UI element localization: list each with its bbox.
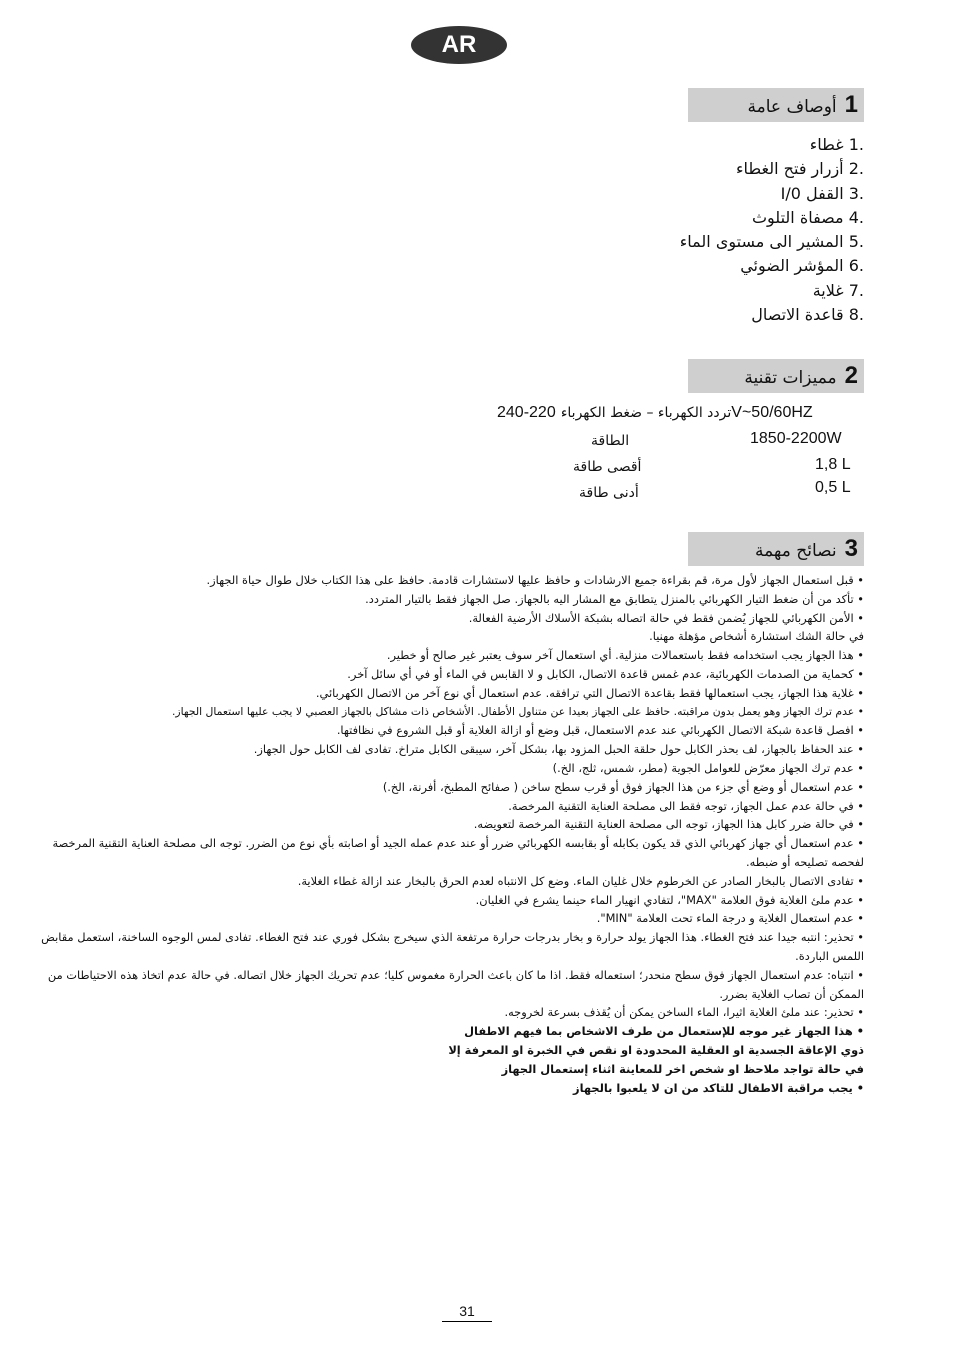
spec-min-value-wrap [815,477,851,497]
spec-max-value-wrap [815,454,851,474]
tip-item: • في حالة ضرر كابل هذا الجهاز، توجه الى مصلحة العناية التقنية المرخصة لتعويضه. [473,817,864,832]
parts-list-item: .2 أزرار فتح الغطاء [736,159,864,179]
tip-item: • عدم ترك الجهاز معرّض للعوامل الجوية (مطر، شمس، ثلج، الخ.) [552,760,864,775]
tip-item-children-warning: • هذا الجهاز غير موجه للإستعمال من طرف الاشخاص بما فيهم الاطفال ذوي الإعاقة الجسدية او العقلية المحدودة او نقص في الخبرة او المعرفة إلا في حالة تواجد ملاحظ او شخص اخر للمعاينة اثناء إستعمال الجهاز [448,1024,864,1076]
tip-item: • كحماية من الصدمات الكهربائية، عدم غمس قاعدة الاتصال، الكابل و لا القابس في الماء أو في أي سائل آخر. [347,666,864,681]
tip-item: • افصل قاعدة شبكة الاتصال الكهربائي عند عدم الاستعمال، قبل وضع أو ازالة الغلاية أو قبل الشروع في نظافتها. [336,723,864,738]
tip-item-supervise-children: • يجب مراقبة الاطفال للتاكد من ان لا يلعبوا بالجهاز [573,1080,864,1095]
section-title: أوصاف عامة [747,97,837,117]
parts-list-item: .6 المؤشر الضوئي [740,256,864,276]
tip-item: • عدم ملئ الغلاية فوق العلامة "MAX"، لتفادي انهيار الماء حينما يشرع في الغليان. [475,892,864,907]
tip-item: • تحذير: عند ملئ الغلاية اثيرا، الماء الساخن يمكن أن يُقذف بسرعة لخروجه. [504,1005,864,1020]
spec-min-row [579,482,639,501]
parts-list-item: .1 غطاء [809,135,864,154]
spec-max-row [573,456,641,475]
spec-voltage-value: 220-240V~50/60HZ [497,404,813,421]
tip-item: • هذا الجهاز يجب استخدامه فقط باستعمالات منزلية. أي استعمال آخر سوف يعتبر غير صالح أو خطير. [386,648,864,663]
section-number: 2 [844,362,858,389]
spec-max-value: 1,8 L [815,456,851,473]
spec-min-label: أدنى طاقة [579,485,639,501]
tip-item: • عدم استعمال أي جهاز كهربائي الذي قد يكون بكابله أو بقابسه الكهربائي ضرر أو عند عدم عمله الجيد أو اصابته بأي نوع من الضرر. توجه الى مصلحة العناية التقنية المرخصة لفحصه تصليحه أو ضبطه. [52,836,864,869]
spec-power-label: الطاقة [591,433,630,449]
spec-max-label: أقصى طاقة [573,459,642,475]
tip-item: • تحذير: انتبه جيدا عند فتح الغطاء. هذا الجهاز يولد حرارة و بخار بدرجات حرارة مرتفعة الذي سيخرج بشكل فوري عند فتح الغطاء. تفادى لمس الوجوه الساخنة، استعمل مقابض اللمس الباردة. [41,930,864,963]
tip-item: • في حالة عدم عمل الجهاز، توجه فقط الى مصلحة العناية التقنية المرخصة. [508,798,864,813]
tip-item: • غلاية هذا الجهاز، يجب استعمالها فقط بقاعدة الاتصال التي ترافقه. عدم استعمال أي نوع آخر من الاتصال الكهربائي. [315,685,864,700]
parts-list [680,133,864,327]
tip-item: • عدم استعمال أو وضع أي جزء من هذا الجهاز فوق أو قرب سطح ساخن ( صفائح المطبخ، أفرنة، الخ.) [382,779,864,794]
spec-voltage-label: تردد الكهرباء – ضغط الكهرباء [560,405,732,421]
tip-item: في حالة الشك استشارة أشخاص مؤهلة مهنيا. [649,629,864,644]
spec-voltage-row [497,402,813,422]
spec-power-value: 1850-2200W [750,430,842,447]
section-title: نصائح مهمة [754,541,837,561]
parts-list-item: .4 مصفاة التلوث [751,207,864,227]
tip-item: • تفادى الاتصال بالبخار الصادر عن الخرطوم خلال غليان الماء. وضع كل الانتباه لعدم الحرق بالبخار عند ازالة غطاء الغلاية. [297,873,864,888]
spec-power-row [591,430,629,449]
tip-item: • تأكد من أن ضغط التيار الكهربائي بالمنزل يتطابق مع المشار اليه بالجهاز. صل الجهاز فقط بالتيار المتردد. [365,591,864,606]
section-number: 3 [844,535,858,562]
section-header-important-advice [688,532,864,566]
tip-item: • عدم ترك الجهاز وهو يعمل بدون مراقبته. حافظ على الجهاز بعيدا عن متناول الأطفال. الأشخاص ذات مشاكل بالجهاز العصبي لا يجب عليها استعمال الجهاز. [171,704,864,718]
language-badge: AR [411,26,507,64]
parts-list-item: .3 القفل 0/I [780,183,864,203]
page-number: 31 [442,1303,492,1322]
parts-list-item: .5 المشير الى مستوى الماء [679,232,864,252]
tip-item: • الأمن الكهربائي للجهاز يُضمن فقط في حالة اتصاله بشبكة الأسلاك الأرضية الفعالة. [468,610,864,625]
section-header-general-description [688,88,864,122]
safety-tips-list [20,571,864,1097]
parts-list-item: .7 غلاية [812,280,864,300]
tip-item: • انتباه: عدم استعمال الجهاز فوق سطح منحدر؛ استعماله فقط. اذا ما كان باعث الحرارة مغموس كليا؛ عدم تحريك الجهاز خلال اتصاله. في حالة عدم اتخاذ هذه الاحتياطات من الممكن أن تصاب الغلاية بضرر. [47,967,864,1001]
parts-list-item: .8 قاعدة الاتصال [751,305,864,325]
tip-item: • عند الحفاظ بالجهاز، لف بحذر الكابل حول حلقة الحبل المزود بها، بشكل آخر، سيبقى الكابل متراخ. تفادى لف الكابل حول الجهاز. [253,742,864,757]
spec-power-value-wrap [750,428,842,448]
section-number: 1 [844,91,858,118]
section-title: مميزات تقنية [744,368,837,388]
tip-item: • عدم استعمال الغلاية و درجة الماء تحت العلامة "MIN". [596,911,864,926]
tip-item: • قبل استعمال الجهاز لأول مرة، قم بقراءة جميع الارشادات و حافظ عليها لاستشارات قادمة. حافظ على هذا الكتاب خلال طوال حياة الجهاز. [206,573,864,587]
section-header-technical-specs [688,359,864,393]
spec-min-value: 0,5 L [815,479,851,496]
